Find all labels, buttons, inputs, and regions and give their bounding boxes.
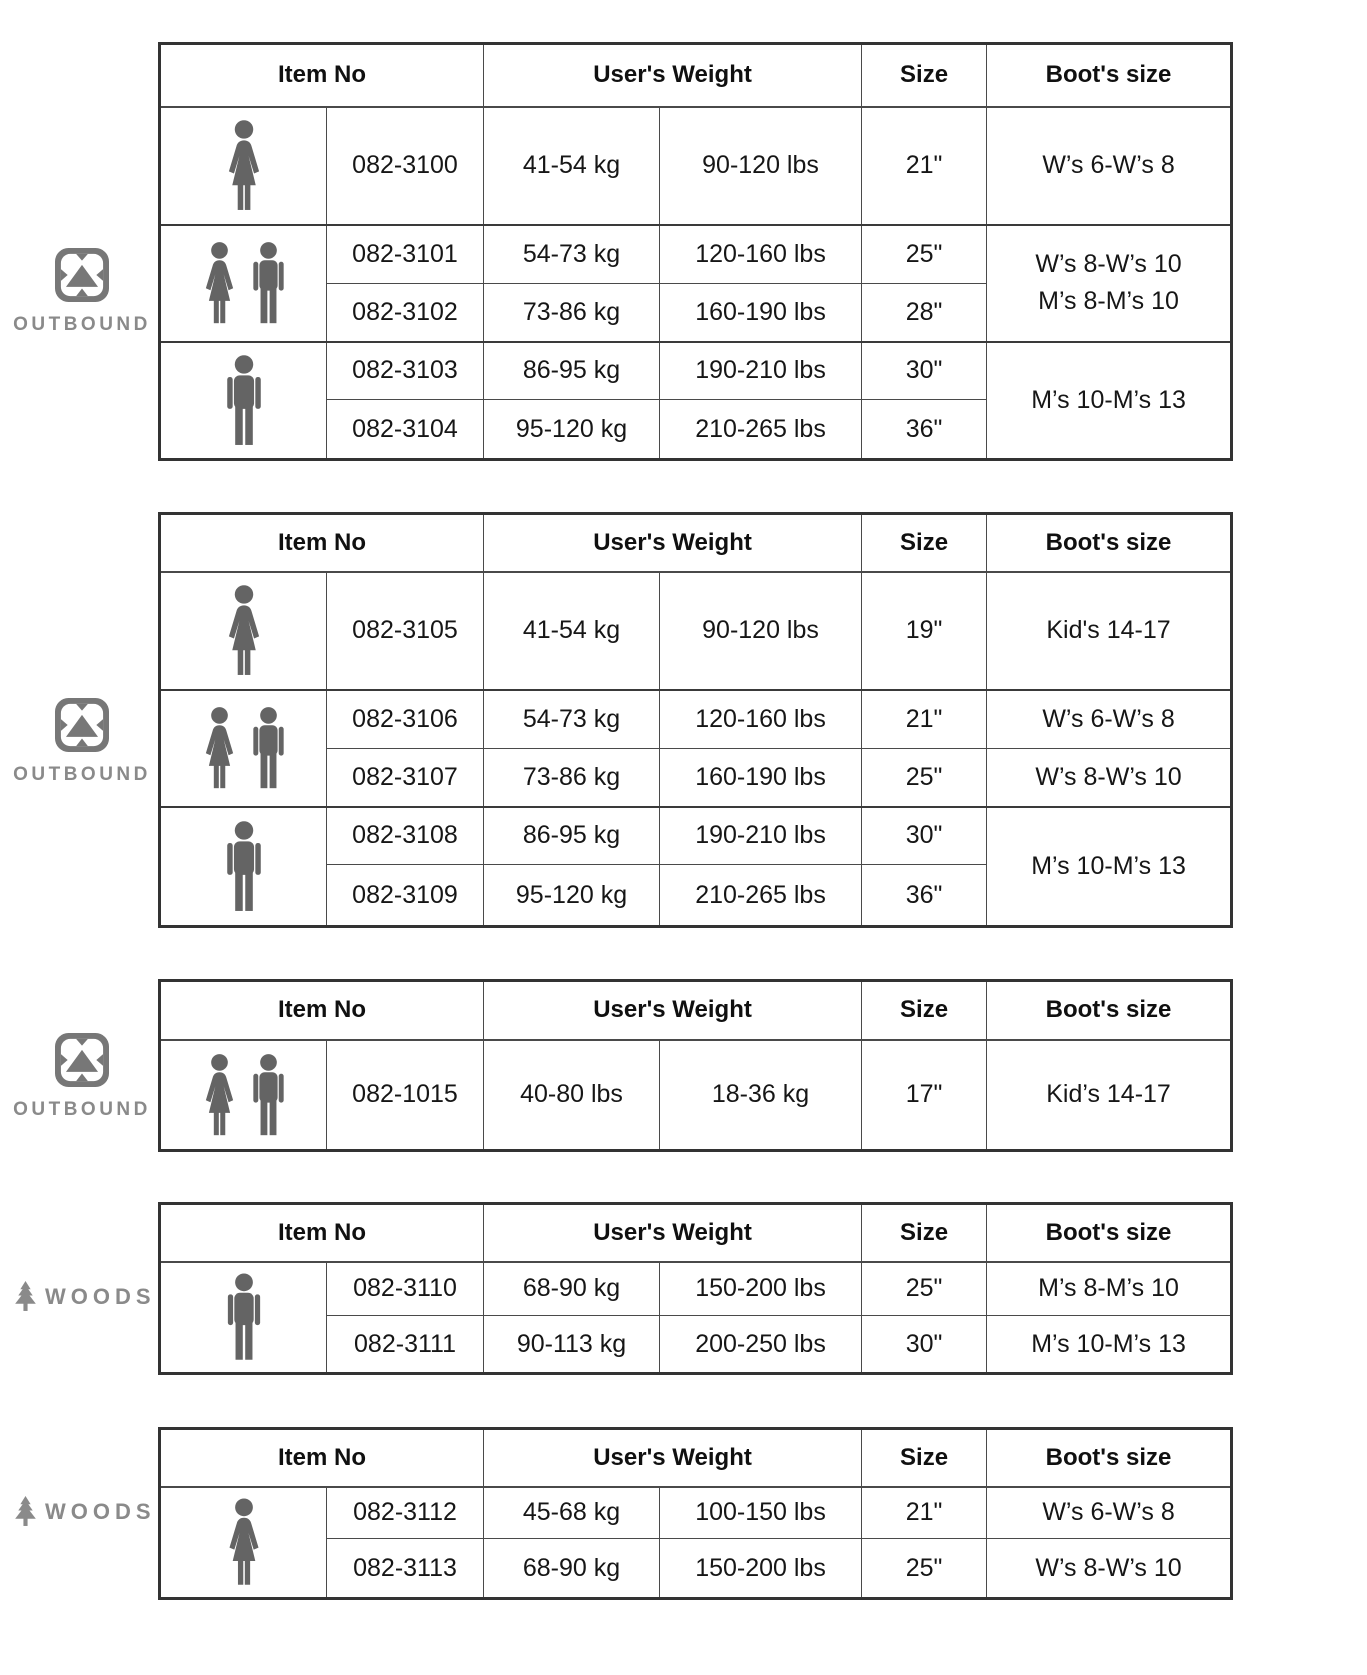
woman-icon — [219, 1496, 269, 1588]
man-icon — [218, 819, 270, 914]
outbound-logo — [6, 248, 158, 336]
boot-size-cell: W’s 8-W’s 10 — [987, 749, 1232, 807]
item-no-header: Item No — [160, 1204, 484, 1262]
man-icon — [245, 1051, 292, 1139]
woods-size-table-1 — [158, 1202, 1233, 1375]
size-cell: 25" — [862, 225, 987, 284]
pine-tree-icon — [12, 1281, 39, 1312]
weight-kg-cell: 18-36 kg — [660, 1040, 862, 1151]
table-row — [160, 572, 1232, 690]
size-header: Size — [862, 514, 987, 572]
item-cell: 082-3103 — [327, 342, 484, 400]
size-cell: 28" — [862, 284, 987, 342]
weight-kg-cell: 95-120 kg — [484, 865, 660, 927]
boots-size-header: Boot's size — [987, 514, 1232, 572]
woods-size-table-2 — [158, 1427, 1233, 1600]
item-no-header: Item No — [160, 514, 484, 572]
weight-lbs-cell: 90-120 lbs — [660, 107, 862, 225]
item-cell: 082-3110 — [327, 1262, 484, 1316]
size-cell: 21" — [862, 690, 987, 749]
weight-kg-cell: 90-113 kg — [484, 1316, 660, 1374]
weight-lbs-cell: 150-200 lbs — [660, 1539, 862, 1599]
boot-size-cell: W’s 6-W’s 8 — [987, 107, 1232, 225]
weight-lbs-cell: 210-265 lbs — [660, 865, 862, 927]
size-cell: 19" — [862, 572, 987, 690]
man-icon — [245, 705, 292, 791]
item-cell: 082-3105 — [327, 572, 484, 690]
weight-lbs-cell: 190-210 lbs — [660, 342, 862, 400]
boot-size-cell: M’s 10-M’s 13 — [987, 342, 1232, 460]
header-row — [160, 981, 1232, 1040]
users-weight-header: User's Weight — [484, 44, 862, 107]
boots-size-header: Boot's size — [987, 44, 1232, 107]
woods-logo — [12, 1496, 156, 1527]
outbound-tent-icon — [55, 698, 109, 752]
users-weight-header: User's Weight — [484, 981, 862, 1040]
weight-lbs-cell: 100-150 lbs — [660, 1487, 862, 1539]
boots-size-header: Boot's size — [987, 981, 1232, 1040]
size-cell: 21" — [862, 107, 987, 225]
item-cell: 082-3101 — [327, 225, 484, 284]
weight-kg-cell: 41-54 kg — [484, 572, 660, 690]
table-row — [160, 225, 1232, 284]
size-cell: 30" — [862, 342, 987, 400]
table-row — [160, 1040, 1232, 1151]
boot-size-cell: W’s 6-W’s 8 — [987, 690, 1232, 749]
weight-lbs-cell: 120-160 lbs — [660, 225, 862, 284]
item-cell: 082-3102 — [327, 284, 484, 342]
table-row — [160, 1262, 1232, 1316]
user-type-cell — [160, 572, 327, 690]
item-cell: 082-3111 — [327, 1316, 484, 1374]
user-type-cell — [160, 690, 327, 807]
size-header: Size — [862, 44, 987, 107]
outbound-logo — [6, 698, 158, 786]
outbound-logo-text: OUTBOUND — [13, 764, 151, 785]
user-type-cell — [160, 342, 327, 460]
size-cell: 21" — [862, 1487, 987, 1539]
boots-size-header: Boot's size — [987, 1429, 1232, 1487]
weight-lbs-cell: 150-200 lbs — [660, 1262, 862, 1316]
size-cell: 36" — [862, 865, 987, 927]
boot-size-cell: W’s 6-W’s 8 — [987, 1487, 1232, 1539]
weight-kg-cell: 54-73 kg — [484, 690, 660, 749]
boots-size-header: Boot's size — [987, 1204, 1232, 1262]
users-weight-header: User's Weight — [484, 514, 862, 572]
pine-tree-icon — [12, 1496, 39, 1527]
item-no-header: Item No — [160, 1429, 484, 1487]
header-row — [160, 44, 1232, 107]
boot-size-cell: M’s 8-M’s 10 — [987, 1262, 1232, 1316]
boot-size-cell: M’s 10-M’s 13 — [987, 807, 1232, 927]
boot-size-line: M’s 8-M’s 10 — [1038, 287, 1179, 315]
weight-kg-cell: 68-90 kg — [484, 1539, 660, 1599]
users-weight-header: User's Weight — [484, 1429, 862, 1487]
weight-kg-cell: 41-54 kg — [484, 107, 660, 225]
header-row — [160, 1204, 1232, 1262]
item-no-header: Item No — [160, 44, 484, 107]
table-row — [160, 690, 1232, 749]
user-type-cell — [160, 1040, 327, 1151]
item-cell: 082-3108 — [327, 807, 484, 865]
outbound-tent-icon — [55, 1033, 109, 1087]
boot-size-line: W’s 8-W’s 10 — [1035, 249, 1182, 278]
weight-lbs-cell: 200-250 lbs — [660, 1316, 862, 1374]
woods-logo-text: WOODS — [45, 1498, 156, 1524]
size-header: Size — [862, 981, 987, 1040]
user-type-cell — [160, 107, 327, 225]
man-icon — [219, 1271, 269, 1363]
outbound-tent-icon — [55, 248, 109, 302]
header-row — [160, 1429, 1232, 1487]
table-row — [160, 342, 1232, 400]
outbound-logo-text: OUTBOUND — [13, 1099, 151, 1120]
woman-icon — [218, 583, 270, 678]
woman-icon — [196, 1051, 243, 1139]
woman-icon — [196, 240, 243, 326]
woman-icon — [196, 705, 243, 791]
outbound-size-table-3 — [158, 979, 1233, 1152]
boot-size-cell: Kid’s 14-17 — [987, 1040, 1232, 1151]
man-icon — [218, 353, 270, 448]
weight-lbs-cell: 160-190 lbs — [660, 749, 862, 807]
weight-kg-cell: 54-73 kg — [484, 225, 660, 284]
header-row — [160, 514, 1232, 572]
weight-kg-cell: 86-95 kg — [484, 342, 660, 400]
item-cell: 082-3112 — [327, 1487, 484, 1539]
weight-lbs-cell: 210-265 lbs — [660, 400, 862, 460]
table-row — [160, 807, 1232, 865]
user-type-cell — [160, 1262, 327, 1374]
item-cell: 082-3107 — [327, 749, 484, 807]
weight-lbs-cell: 160-190 lbs — [660, 284, 862, 342]
user-type-cell — [160, 807, 327, 927]
user-type-cell — [160, 225, 327, 342]
boot-size-cell: Kid's 14-17 — [987, 572, 1232, 690]
size-cell: 25" — [862, 1262, 987, 1316]
table-row — [160, 1487, 1232, 1539]
size-cell: 17" — [862, 1040, 987, 1151]
size-cell: 36" — [862, 400, 987, 460]
table-row — [160, 107, 1232, 225]
size-cell: 30" — [862, 807, 987, 865]
woman-icon — [218, 118, 270, 213]
size-cell: 30" — [862, 1316, 987, 1374]
outbound-logo — [6, 1033, 158, 1121]
outbound-size-table-2 — [158, 512, 1233, 928]
users-weight-header: User's Weight — [484, 1204, 862, 1262]
item-cell: 082-3104 — [327, 400, 484, 460]
item-cell: 082-1015 — [327, 1040, 484, 1151]
user-type-cell — [160, 1487, 327, 1599]
weight-lbs-cell: 190-210 lbs — [660, 807, 862, 865]
item-cell: 082-3100 — [327, 107, 484, 225]
item-no-header: Item No — [160, 981, 484, 1040]
boot-size-cell: M’s 10-M’s 13 — [987, 1316, 1232, 1374]
boot-size-cell — [987, 225, 1232, 342]
size-cell: 25" — [862, 1539, 987, 1599]
outbound-logo-text: OUTBOUND — [13, 314, 151, 335]
size-header: Size — [862, 1429, 987, 1487]
man-icon — [245, 240, 292, 326]
weight-kg-cell: 95-120 kg — [484, 400, 660, 460]
outbound-size-table-1 — [158, 42, 1233, 461]
item-cell: 082-3106 — [327, 690, 484, 749]
weight-kg-cell: 68-90 kg — [484, 1262, 660, 1316]
weight-kg-cell: 45-68 kg — [484, 1487, 660, 1539]
weight-lbs-cell: 120-160 lbs — [660, 690, 862, 749]
weight-kg-cell: 73-86 kg — [484, 749, 660, 807]
weight-kg-cell: 86-95 kg — [484, 807, 660, 865]
item-cell: 082-3113 — [327, 1539, 484, 1599]
weight-lbs-cell: 40-80 lbs — [484, 1040, 660, 1151]
weight-lbs-cell: 90-120 lbs — [660, 572, 862, 690]
size-cell: 25" — [862, 749, 987, 807]
woods-logo — [12, 1281, 156, 1312]
item-cell: 082-3109 — [327, 865, 484, 927]
woods-logo-text: WOODS — [45, 1283, 156, 1309]
size-header: Size — [862, 1204, 987, 1262]
boot-size-cell: W’s 8-W’s 10 — [987, 1539, 1232, 1599]
weight-kg-cell: 73-86 kg — [484, 284, 660, 342]
